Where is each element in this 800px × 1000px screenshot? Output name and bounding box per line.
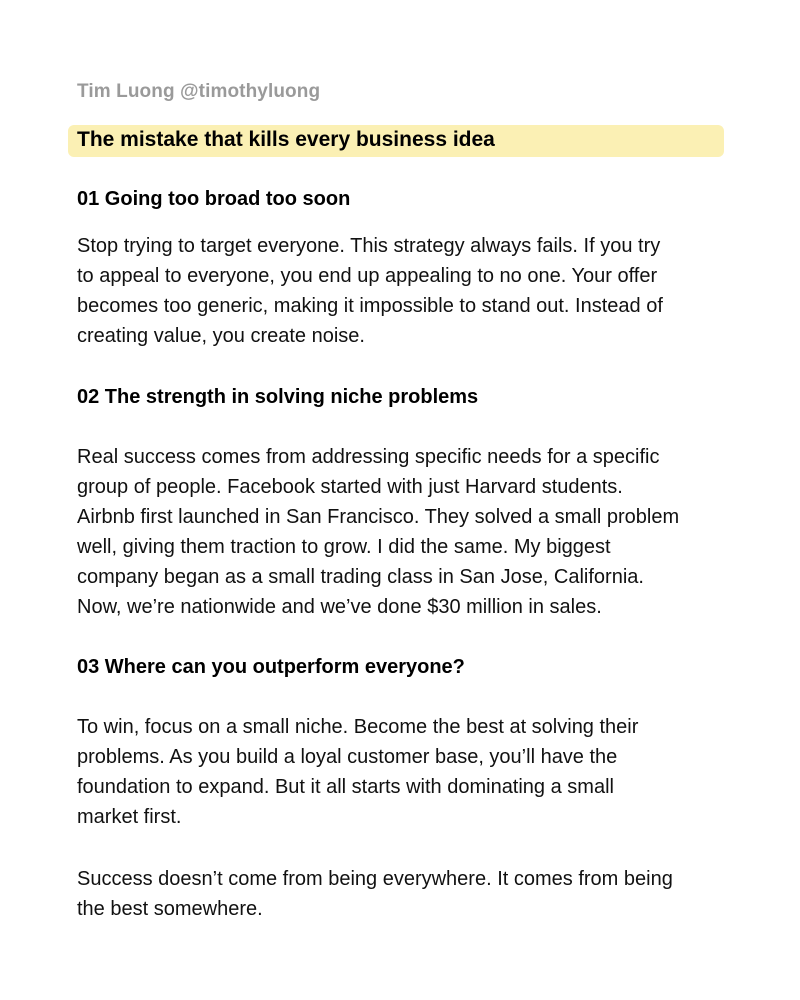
paragraph-line: group of people. Facebook started with just Harvard students. — [77, 476, 623, 498]
section-02-paragraph — [77, 442, 737, 622]
section-01-paragraph — [77, 231, 737, 351]
paragraph-line: Success doesn’t come from being everywhere. It comes from being — [77, 868, 673, 890]
paragraph-line: problems. As you build a loyal customer base, you’ll have the — [77, 746, 618, 768]
section-heading-01: 01 Going too broad too soon — [77, 188, 351, 210]
section-heading-02: 02 The strength in solving niche problems — [77, 386, 479, 408]
section-03-paragraph — [77, 712, 737, 832]
paragraph-line: the best somewhere. — [77, 898, 263, 920]
paragraph-line: creating value, you create noise. — [77, 325, 365, 347]
closing-paragraph — [77, 864, 737, 924]
document-title: The mistake that kills every business idea — [77, 128, 495, 151]
paragraph-line: company began as a small trading class in San Jose, California. — [77, 566, 644, 588]
paragraph-line: Stop trying to target everyone. This strategy always fails. If you try — [77, 235, 661, 257]
paragraph-line: To win, focus on a small niche. Become the best at solving their — [77, 716, 639, 738]
paragraph-line: foundation to expand. But it all starts with dominating a small — [77, 776, 614, 798]
paragraph-line: Now, we’re nationwide and we’ve done $30 million in sales. — [77, 596, 602, 618]
author-handle: Tim Luong @timothyluong — [77, 81, 321, 102]
paragraph-line: market first. — [77, 806, 182, 828]
paragraph-line: Airbnb first launched in San Francisco. They solved a small problem — [77, 506, 680, 528]
paragraph-line: to appeal to everyone, you end up appealing to no one. Your offer — [77, 265, 658, 287]
paragraph-line: Real success comes from addressing specific needs for a specific — [77, 446, 660, 468]
paragraph-line: well, giving them traction to grow. I did the same. My biggest — [77, 536, 611, 558]
section-heading-03: 03 Where can you outperform everyone? — [77, 656, 465, 678]
paragraph-line: becomes too generic, making it impossible to stand out. Instead of — [77, 295, 663, 317]
